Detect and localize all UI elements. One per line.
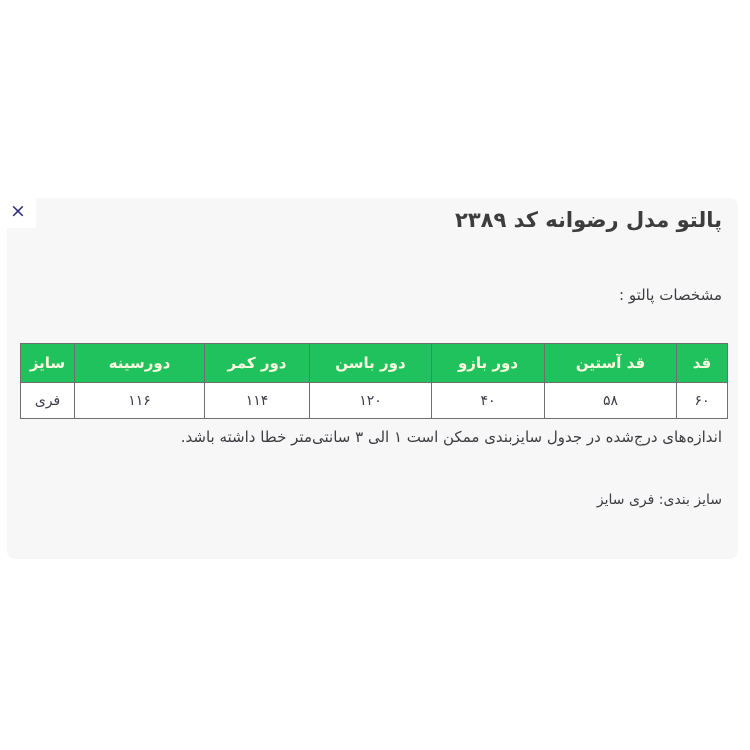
size-table-cell-height: ۶۰	[677, 383, 728, 419]
size-table-header-hip: دور باسن	[310, 344, 432, 383]
sizing-type-label: سایز بندی: فری سایز	[596, 492, 722, 508]
size-tolerance-note: اندازه‌های درج‌شده در جدول سایزبندی ممکن است ۱ الی ۳ سانتی‌متر خطا داشته باشد.	[180, 428, 722, 446]
size-table-header-bust: دورسینه	[75, 344, 205, 383]
close-icon: ×	[10, 200, 26, 222]
size-table-cell-waist: ۱۱۴	[205, 383, 310, 419]
size-table-header-waist: دور کمر	[205, 344, 310, 383]
size-table-row	[21, 383, 728, 419]
size-table-header-size: سایز	[21, 344, 75, 383]
size-table-header-height: قد	[677, 344, 728, 383]
size-table-cell-sleeve-length: ۵۸	[545, 383, 677, 419]
close-button[interactable]	[0, 195, 36, 228]
size-guide-modal	[7, 198, 738, 559]
size-table-cell-hip: ۱۲۰	[310, 383, 432, 419]
size-table	[20, 343, 728, 419]
page-title: پالتو مدل رضوانه کد ۲۳۸۹	[455, 208, 722, 232]
size-table-header-arm: دور بازو	[432, 344, 545, 383]
size-table-cell-arm: ۴۰	[432, 383, 545, 419]
specs-label: مشخصات پالتو :	[619, 286, 722, 304]
size-table-header-sleeve-length: قد آستین	[545, 344, 677, 383]
size-table-cell-size: فری	[21, 383, 75, 419]
size-table-header-row	[21, 344, 728, 383]
size-table-cell-bust: ۱۱۶	[75, 383, 205, 419]
